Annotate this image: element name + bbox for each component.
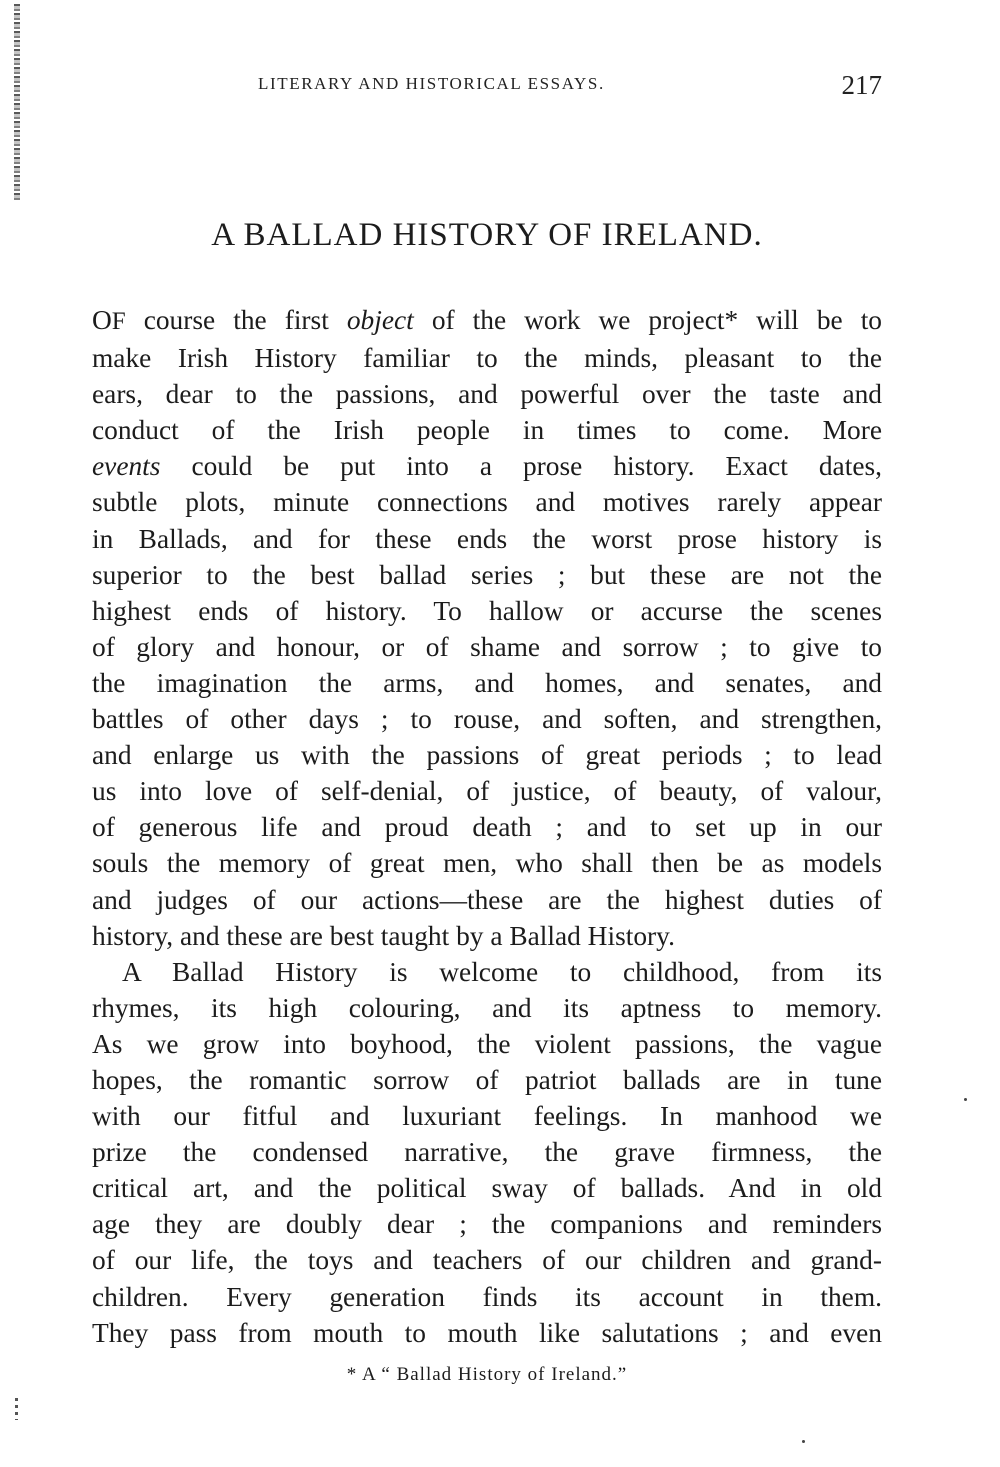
paper-speck [802, 1440, 805, 1443]
text-line: As we grow into boyhood, the violent passions, the vague [92, 1028, 882, 1059]
small-caps: F [111, 308, 126, 335]
text-line: OF course the first object of the work we project* will be to [92, 305, 882, 335]
italic-word: events [92, 451, 161, 482]
text-line: and enlarge us with the passions of great periods ; to lead [92, 740, 882, 771]
text-line: make Irish History familiar to the minds, pleasant to the [92, 343, 882, 374]
drop-capital: O [92, 305, 112, 335]
italic-word: object [346, 305, 414, 335]
text-line: rhymes, its high colouring, and its aptness to memory. [92, 992, 882, 1023]
text-line: subtle plots, minute connections and motives rarely appear [92, 487, 882, 518]
text-line: of glory and honour, or of shame and sorrow ; to give to [92, 631, 882, 662]
text-line: A Ballad History is welcome to childhood, from its [122, 956, 882, 987]
essay-title: A BALLAD HISTORY OF IRELAND. [211, 217, 763, 253]
text-line: and judges of our actions—these are the highest duties of [92, 884, 882, 915]
text-line: ears, dear to the passions, and powerful over the taste and [92, 379, 882, 410]
text-line: souls the memory of great men, who shall then be as models [92, 848, 882, 879]
text-line: prize the condensed narrative, the grave firmness, the [92, 1137, 882, 1168]
paragraph-2 [92, 954, 882, 1351]
binding-edge-shadow [14, 4, 20, 200]
text-line: hopes, the romantic sorrow of patriot ballads are in tune [92, 1064, 882, 1095]
text-line: with our fitful and luxuriant feelings. In manhood we [92, 1101, 882, 1132]
page-header [92, 70, 882, 104]
text-line: battles of other days ; to rouse, and soften, and strengthen, [92, 704, 882, 735]
text-line: highest ends of history. To hallow or accurse the scenes [92, 595, 882, 626]
text-line: They pass from mouth to mouth like salutations ; and even [92, 1317, 882, 1348]
text-line: age they are doubly dear ; the companions and reminders [92, 1209, 882, 1240]
text-line: us into love of self-denial, of justice, of beauty, of valour, [92, 776, 882, 807]
text-line: history, and these are best taught by a Ballad History. [92, 920, 675, 951]
binding-edge-mark [15, 1398, 18, 1420]
text-line: of our life, the toys and teachers of our children and grand- [92, 1245, 882, 1276]
text-line: the imagination the arms, and homes, and senates, and [92, 667, 882, 698]
footnote: * A “ Ballad History of Ireland.” [346, 1364, 628, 1385]
paper-speck [964, 1098, 967, 1101]
body-text [92, 302, 882, 1351]
running-head: LITERARY AND HISTORICAL ESSAYS. [258, 74, 605, 93]
text-line: critical art, and the political sway of ballads. And in old [92, 1173, 882, 1204]
text-line: children. Every generation finds its account in them. [92, 1281, 882, 1312]
text-line: of generous life and proud death ; and to set up in our [92, 812, 882, 843]
text-line: superior to the best ballad series ; but these are not the [92, 559, 882, 590]
paragraph-1 [92, 302, 882, 954]
page-number: 217 [841, 70, 882, 100]
text-line: events could be put into a prose history. Exact dates, [92, 451, 882, 482]
text-line: in Ballads, and for these ends the worst prose history is [92, 523, 882, 554]
text-line: conduct of the Irish people in times to come. More [92, 415, 882, 446]
